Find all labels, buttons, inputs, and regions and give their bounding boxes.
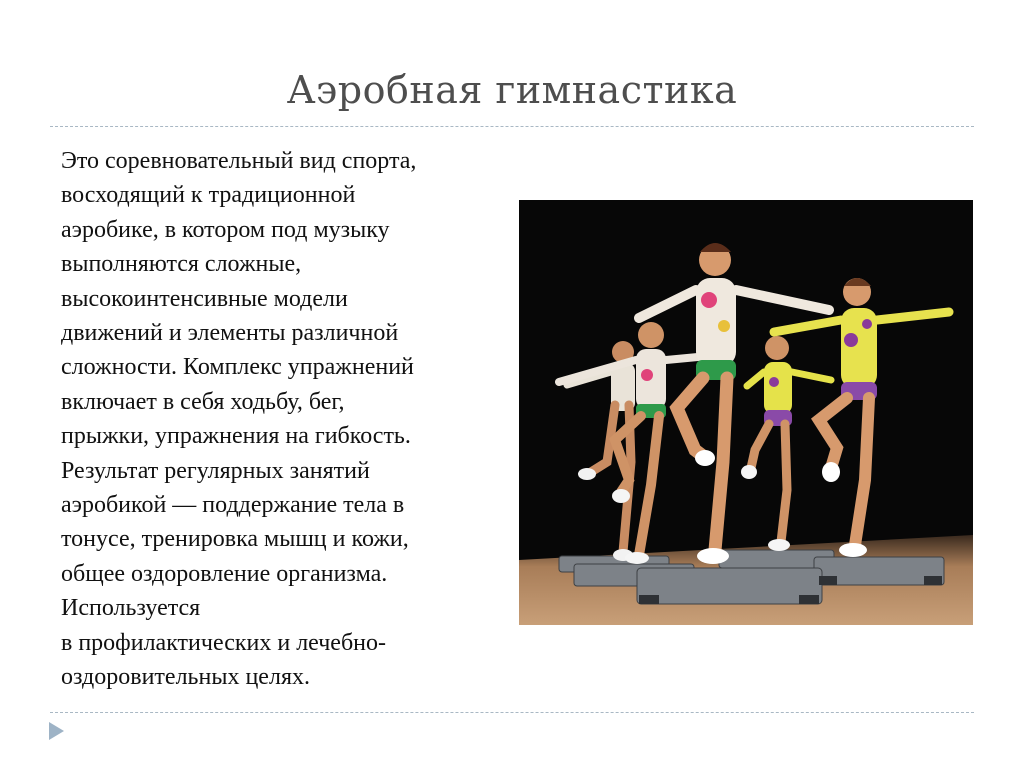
slide-title: Аэробная гимнастика <box>286 68 738 112</box>
body-line: высокоинтенсивные модели <box>61 285 348 312</box>
body-line: аэробикой — поддержание тела в <box>61 492 405 519</box>
body-line: включает в себя ходьбу, бег, <box>61 388 345 415</box>
footer-divider <box>50 712 974 713</box>
body-line: Это соревновательный вид спорта, <box>61 148 417 174</box>
body-line: оздоровительных целях. <box>61 664 310 691</box>
aerobics-photo <box>519 200 973 625</box>
body-line: прыжки, упражнения на гибкость. <box>61 423 411 450</box>
body-line: сложности. Комплекс упражнений <box>61 354 414 381</box>
body-line: тонусе, тренировка мышц и кожи, <box>61 526 409 553</box>
body-line: в профилактических и лечебно- <box>61 629 386 656</box>
body-line: общее оздоровление организма. <box>61 560 388 587</box>
body-line: движений и элементы различной <box>61 320 399 347</box>
triangle-right-icon[interactable] <box>46 720 68 742</box>
body-line: восходящий к традиционной <box>61 182 356 209</box>
body-line: Используется <box>61 595 201 622</box>
title-divider <box>50 126 974 127</box>
body-line: выполняются сложные, <box>61 251 302 278</box>
body-line: Результат регулярных занятий <box>61 457 370 484</box>
body-line: аэробике, в котором под музыку <box>61 216 390 243</box>
body-text <box>61 144 501 695</box>
